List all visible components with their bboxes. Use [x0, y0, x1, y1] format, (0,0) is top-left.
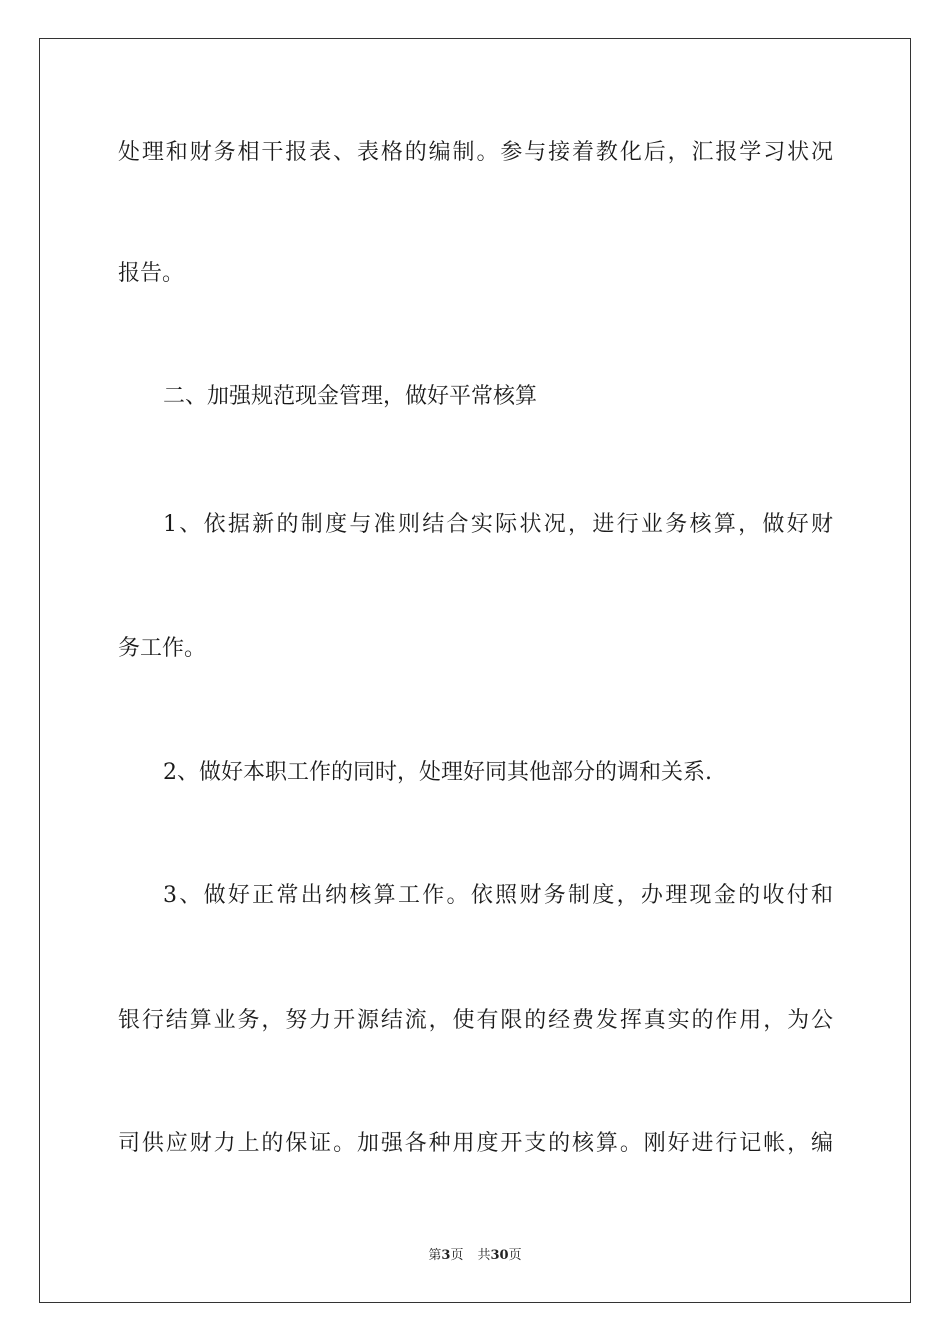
footer-total-prefix: 共 [477, 1248, 491, 1263]
page-border [39, 38, 911, 1303]
section-heading: 二、加强规范现金管理，做好平常核算 [163, 384, 538, 409]
body-line-1: 处理和财务相干报表、表格的编制。参与接着教化后，汇报学习状况 [118, 140, 833, 165]
body-line-5: 务工作。 [118, 636, 207, 661]
footer-page-suffix: 页 [450, 1248, 464, 1263]
footer-page-number: 3 [441, 1248, 451, 1263]
footer-total-pages: 30 [490, 1248, 509, 1263]
body-line-9: 司供应财力上的保证。加强各种用度开支的核算。刚好进行记帐，编 [118, 1131, 833, 1156]
body-line-8: 银行结算业务，努力开源结流，使有限的经费发挥真实的作用，为公 [118, 1008, 833, 1033]
body-line-2: 报告。 [118, 261, 185, 286]
body-line-6: 2、做好本职工作的同时，处理好同其他部分的调和关系. [163, 760, 712, 785]
body-line-4: 1、依据新的制度与准则结合实际状况，进行业务核算，做好财 [163, 512, 833, 537]
footer-page-prefix: 第 [428, 1248, 442, 1263]
body-line-7: 3、做好正常出纳核算工作。依照财务制度，办理现金的收付和 [163, 883, 833, 908]
footer-total-suffix: 页 [508, 1248, 522, 1263]
page-footer [0, 1247, 950, 1265]
